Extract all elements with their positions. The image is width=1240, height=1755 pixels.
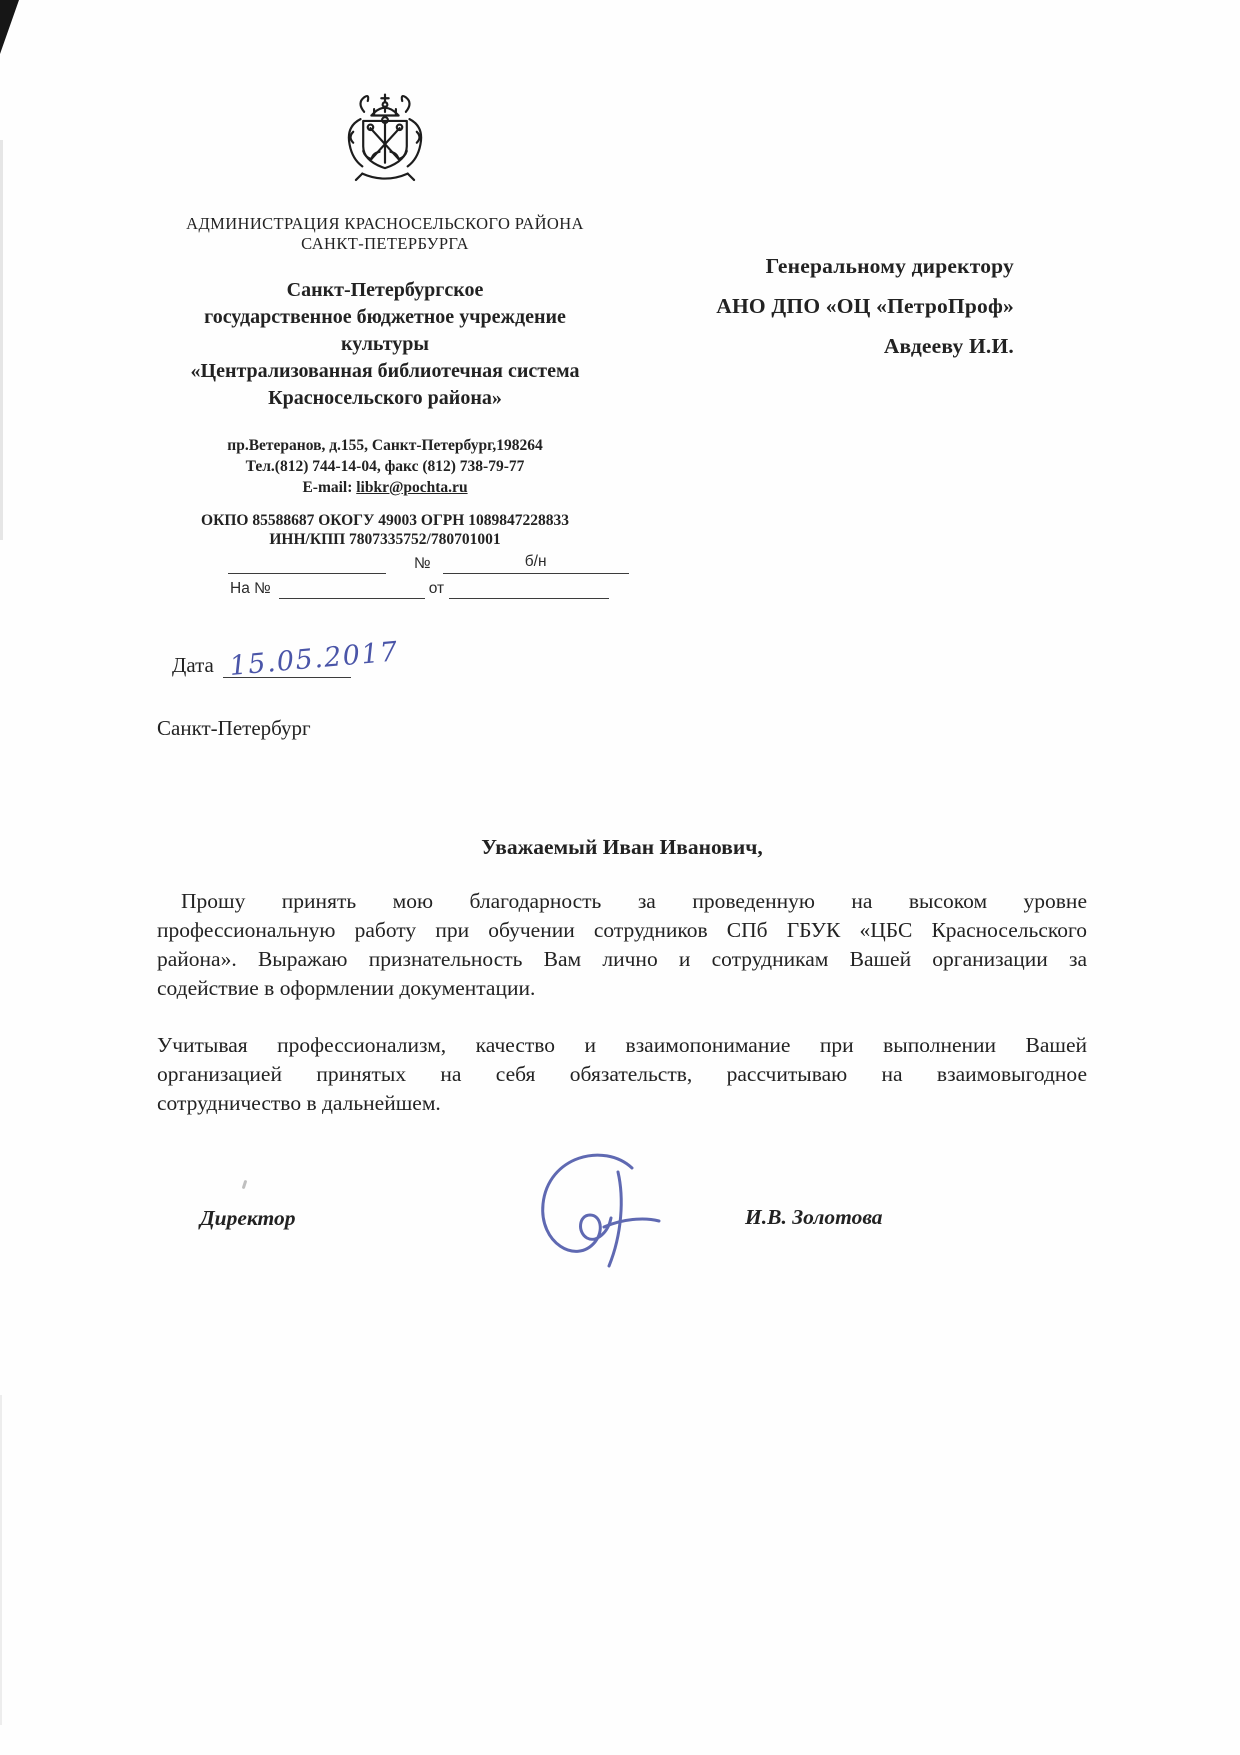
outgoing-number-value: б/н — [443, 552, 629, 574]
reply-number-blank — [279, 577, 425, 599]
phone-fax: Тел.(812) 744-14-04, факс (812) 738-79-77 — [245, 458, 525, 475]
administration-title — [150, 214, 620, 254]
handwritten-signature — [516, 1148, 666, 1276]
email-label: E-mail: — [302, 479, 353, 496]
body-line: содействие в оформлении документации. — [157, 976, 536, 1000]
email-line — [150, 477, 620, 498]
date-label: Дата — [172, 653, 214, 677]
body-line: Учитывая профессионализм, качество и взаимопонимание при выполнении Вашей — [157, 1033, 1087, 1057]
letterhead — [150, 90, 620, 549]
administration-line: АДМИНИСТРАЦИЯ КРАСНОСЕЛЬСКОГО РАЙОНА — [186, 214, 584, 233]
city-line: Санкт-Петербург — [157, 716, 311, 740]
organization-name-line: культуры — [340, 333, 430, 355]
body-line: профессиональную работу при обучении сотрудников СПб ГБУК «ЦБС Красносельского — [157, 918, 1087, 942]
body-paragraph-2 — [157, 1031, 1087, 1118]
body-line: сотрудничество в дальнейшем. — [157, 1091, 441, 1115]
organization-name — [150, 277, 620, 412]
scan-edge-artifact — [0, 140, 3, 540]
spb-coat-of-arms-icon — [326, 90, 444, 190]
signer-name: И.В. Золотова — [745, 1205, 883, 1229]
registry-line-okpo-ogrn: ОКПО 85588687 ОКОГУ 49003 ОГРН 1089847228833 — [201, 512, 569, 529]
reply-to-row — [228, 577, 658, 599]
reference-block — [228, 552, 658, 602]
scan-edge-artifact — [0, 1395, 2, 1725]
organization-name-line: Санкт-Петербургское — [286, 279, 484, 301]
body-line: района». Выражаю признательность Вам лично и сотрудникам Вашей организации за — [157, 947, 1087, 971]
salutation: Уважаемый Иван Иванович, — [481, 835, 763, 859]
registry-line-inn-kpp: ИНН/КПП 7807335752/780701001 — [269, 531, 501, 548]
outgoing-number-blank — [228, 552, 386, 574]
body-line: Прошу принять мою благодарность за проведенную на высоком уровне — [181, 889, 1087, 913]
from-label: от — [428, 580, 445, 597]
postal-address: пр.Ветеранов, д.155, Санкт-Петербург,198264 — [227, 437, 543, 454]
outgoing-number-row — [228, 552, 658, 574]
handwritten-date: 15.05.2017 — [228, 636, 400, 682]
reply-to-label: На № — [230, 580, 271, 597]
registry-codes — [150, 511, 620, 549]
reply-date-blank — [449, 577, 609, 599]
body-paragraph-1 — [157, 887, 1087, 1003]
date-row — [172, 636, 400, 682]
addressee-position: Генеральному директору — [765, 254, 1014, 278]
addressee-block — [584, 246, 1014, 366]
scan-speck-artifact — [242, 1180, 248, 1189]
scan-corner-artifact — [0, 0, 19, 54]
contact-block — [150, 435, 620, 498]
organization-name-line: государственное бюджетное учреждение — [204, 306, 566, 328]
email-address: libkr@pochta.ru — [356, 479, 468, 496]
administration-line: САНКТ-ПЕТЕРБУРГА — [301, 234, 469, 253]
number-sign-label: № — [414, 555, 431, 572]
organization-name-line: «Централизованная библиотечная система — [190, 360, 580, 382]
signer-title: Директор — [200, 1206, 296, 1230]
addressee-person: Авдееву И.И. — [883, 334, 1014, 358]
date-underline — [223, 636, 400, 682]
body-line: организацией принятых на себя обязательств, рассчитываю на взаимовыгодное — [157, 1062, 1087, 1086]
addressee-organization: АНО ДПО «ОЦ «ПетроПроф» — [716, 294, 1014, 318]
organization-name-line: Красносельского района» — [268, 387, 502, 409]
